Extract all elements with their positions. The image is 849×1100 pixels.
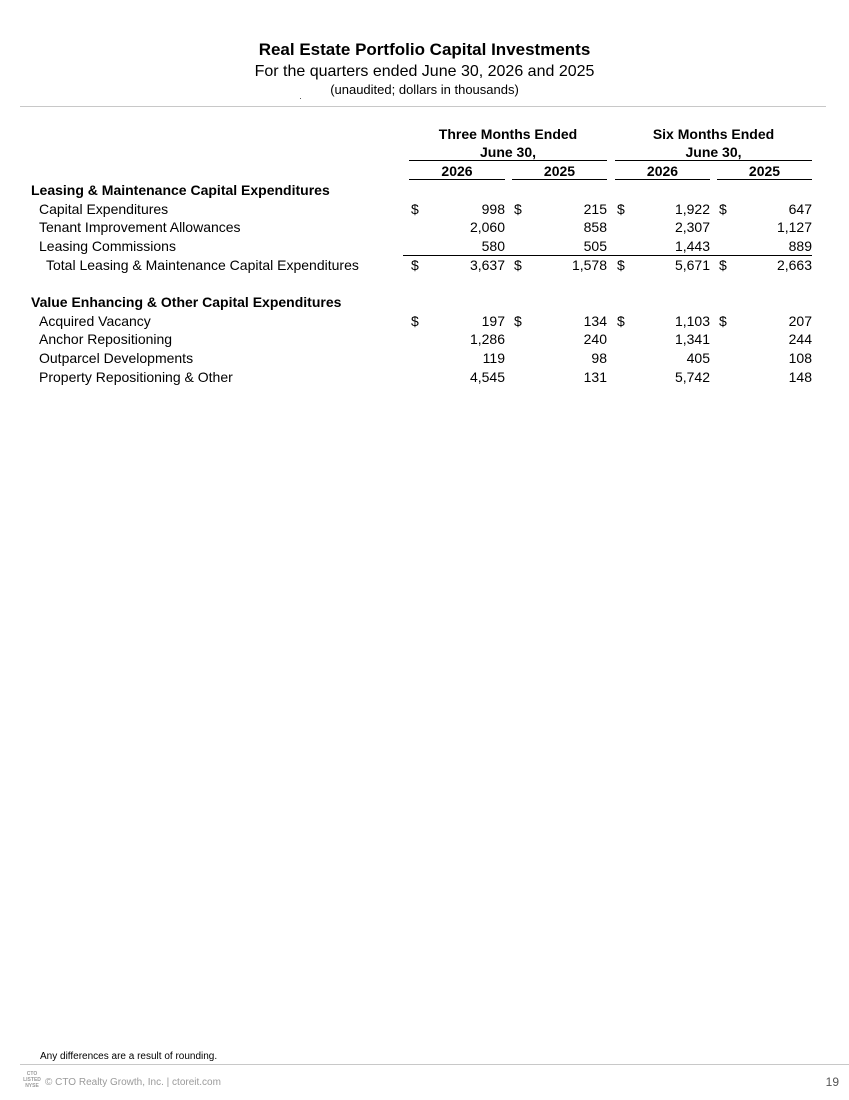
table-cell: 131	[583, 369, 607, 385]
table-cell: 1,578	[571, 257, 607, 273]
year-underline	[615, 179, 710, 180]
currency-symbol: $	[617, 201, 625, 217]
table-cell: 1,922	[674, 201, 710, 217]
table-cell: 134	[583, 313, 607, 329]
header-divider	[20, 106, 826, 107]
currency-symbol: $	[719, 257, 727, 273]
row-label-property-repositioning-other: Property Repositioning & Other	[39, 369, 233, 385]
currency-symbol: $	[411, 201, 419, 217]
row-label-anchor-repositioning: Anchor Repositioning	[39, 331, 173, 347]
currency-symbol: $	[514, 201, 522, 217]
table-cell: 580	[481, 238, 505, 254]
logo-text: CTO	[26, 1071, 38, 1077]
table-cell: 1,286	[469, 331, 505, 347]
currency-symbol: $	[719, 313, 727, 329]
currency-symbol: $	[617, 257, 625, 273]
currency-symbol: $	[411, 313, 419, 329]
table-cell: 405	[686, 350, 710, 366]
table-cell: 1,127	[776, 219, 812, 235]
year-header-three-2025: 2025	[543, 163, 576, 179]
copyright-text: © CTO Realty Growth, Inc. | ctoreit.com	[45, 1077, 221, 1088]
page-title: Real Estate Portfolio Capital Investments	[258, 40, 591, 59]
year-underline	[717, 179, 812, 180]
table-cell: 505	[583, 238, 607, 254]
table-cell: 889	[788, 238, 812, 254]
table-cell: 148	[788, 369, 812, 385]
table-cell: 3,637	[469, 257, 505, 273]
year-header-three-2026: 2026	[441, 163, 473, 179]
logo-text: NYSE	[25, 1083, 39, 1089]
table-cell: 1,103	[674, 313, 710, 329]
table-cell: 2,307	[674, 219, 710, 235]
cto-nyse-logo	[22, 1071, 42, 1089]
row-label-capital-expenditures: Capital Expenditures	[39, 201, 169, 217]
logo-text: LISTED	[23, 1077, 41, 1083]
currency-symbol: $	[514, 257, 522, 273]
table-cell: 4,545	[469, 369, 505, 385]
currency-symbol: $	[617, 313, 625, 329]
table-cell: 197	[481, 313, 505, 329]
table-cell: 240	[583, 331, 607, 347]
footer-divider	[20, 1064, 849, 1065]
page-subtitle: For the quarters ended June 30, 2026 and 2025	[254, 63, 595, 80]
section-heading-leasing-maintenance: Leasing & Maintenance Capital Expenditures	[31, 182, 330, 198]
col-group-six-months-line2: June 30,	[685, 144, 742, 160]
table-cell: 119	[482, 350, 505, 366]
table-cell: 5,742	[674, 369, 710, 385]
rounding-note: Any differences are a result of rounding.	[40, 1051, 218, 1062]
table-cell: 858	[583, 219, 607, 235]
table-cell: 998	[481, 201, 505, 217]
table-cell: 1,341	[674, 331, 710, 347]
col-group-six-months-line1: Six Months Ended	[652, 126, 775, 142]
col-group-three-months-line1: Three Months Ended	[438, 126, 578, 142]
col-group-three-months-underline	[409, 160, 607, 161]
table-cell: 5,671	[674, 257, 710, 273]
table-cell: 2,663	[776, 257, 812, 273]
row-label-acquired-vacancy: Acquired Vacancy	[39, 313, 151, 329]
row-label-total-leasing-maintenance: Total Leasing & Maintenance Capital Expenditures	[46, 257, 359, 273]
row-label-outparcel-developments: Outparcel Developments	[39, 350, 194, 366]
table-cell: 244	[788, 331, 812, 347]
table-cell: 647	[788, 201, 812, 217]
currency-symbol: $	[719, 201, 727, 217]
section-heading-value-enhancing: Value Enhancing & Other Capital Expenditures	[31, 294, 342, 310]
year-underline	[409, 179, 505, 180]
table-cell: 2,060	[469, 219, 505, 235]
row-label-leasing-commissions: Leasing Commissions	[39, 238, 176, 254]
year-header-six-2026: 2026	[646, 163, 679, 179]
units-note: (unaudited; dollars in thousands)	[330, 82, 519, 97]
table-cell: 215	[583, 201, 607, 217]
year-header-six-2025: 2025	[748, 163, 781, 179]
page-number: 19	[825, 1075, 839, 1089]
table-cell: 98	[591, 350, 607, 366]
currency-symbol: $	[411, 257, 419, 273]
row-label-tenant-improvement-allowances: Tenant Improvement Allowances	[39, 219, 241, 235]
stray-dot	[300, 98, 301, 99]
table-cell: 1,443	[674, 238, 710, 254]
col-group-three-months-line2: June 30,	[479, 144, 537, 160]
table-cell: 108	[788, 350, 812, 366]
table-cell: 207	[788, 313, 812, 329]
col-group-six-months-underline	[615, 160, 812, 161]
currency-symbol: $	[514, 313, 522, 329]
year-underline	[512, 179, 607, 180]
